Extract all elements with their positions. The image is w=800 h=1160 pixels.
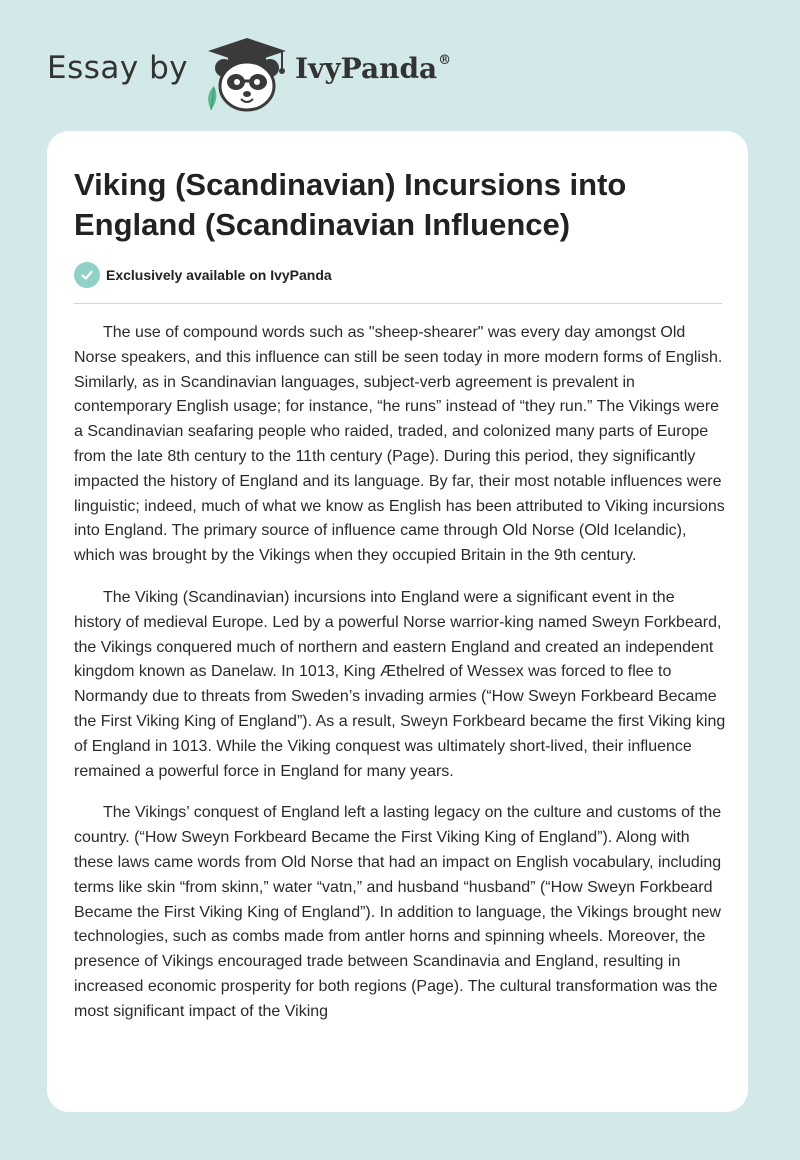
exclusive-badge-label: Exclusively available on IvyPanda <box>106 267 332 283</box>
essay-card <box>47 131 748 1112</box>
registered-mark: ® <box>438 53 452 68</box>
divider <box>74 303 722 304</box>
paragraph: The use of compound words such as "sheep-shearer" was every day amongst Old Norse speakers, and this influence can still be seen today in more modern forms of English. Similarly, as in Scandinavian languages, subject-verb agreement is prevalent in contemporary English usage; for instance, “he runs” instead of “they run.” The Vikings were a Scandinavian seafaring people who raided, traded, and colonized many parts of Europe from the late 8th century to the 11th century (Page). During this period, they significantly impacted the history of England and its language. By far, their most notable influences were linguistic; indeed, much of what we know as English has been attributed to Viking incursions into England. The primary source of influence came through Old Norse (Old Icelandic), which was brought by the Vikings when they occupied Britain in the 9th century. <box>74 324 725 565</box>
paragraph: The Vikings’ conquest of England left a lasting legacy on the culture and customs of the country. (“How Sweyn Forkbeard Became the First Viking King of England”). Along with these laws came words from Old Norse that had an impact on English vocabulary, including terms like skin “from skinn,” water “vatn,” and husband “husband” (“How Sweyn Forkbeard Became the First Viking King of England”). In addition to language, the Vikings brought new technologies, such as combs made from antler horns and spinning wheels. Moreover, the presence of Vikings encouraged trade between Scandinavia and England, resulting in increased economic prosperity for both regions (Page). The cultural transformation was the most significant impact of the Viking <box>74 804 722 1020</box>
site-header <box>47 28 547 112</box>
panda-logo-icon[interactable] <box>202 36 292 112</box>
brand-prefix: Essay by <box>47 50 189 86</box>
paragraph: The Viking (Scandinavian) incursions into England were a significant event in the history of medieval Europe. Led by a powerful Norse warrior-king named Sweyn Forkbeard, the Vikings conquered much of northern and eastern England and created an independent kingdom known as Danelaw. In 1013, King Æthelred of Wessex was forced to flee to Normandy due to threats from Sweden’s invading armies (“How Sweyn Forkbeard Became the First Viking King of England”). As a result, Sweyn Forkbeard became the first Viking king of England in 1013. While the Viking conquest was ultimately short-lived, their influence remained a powerful force in England for many years. <box>74 588 726 780</box>
brand-name: IvyPanda® <box>295 52 452 85</box>
essay-title: Viking (Scandinavian) Incursions into England (Scandinavian Influence) <box>74 167 627 242</box>
essay-body <box>74 321 726 1042</box>
check-icon <box>74 262 100 288</box>
exclusive-badge <box>74 262 332 288</box>
